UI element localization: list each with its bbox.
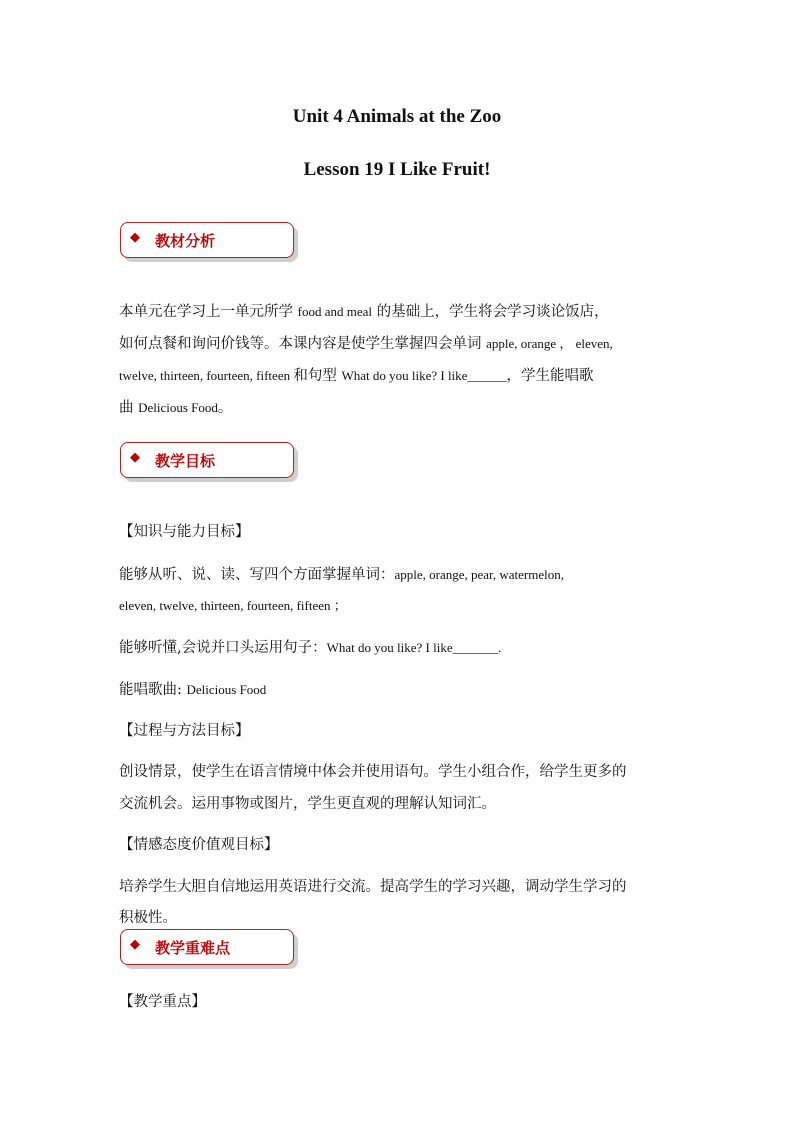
knowledge-heading: 【知识与能力目标】 — [119, 524, 250, 540]
text-en: Delicious Food — [186, 682, 267, 697]
knowledge-song-line — [119, 678, 679, 699]
text-zh: 能够从听、说、读、写四个方面掌握单词： — [119, 567, 395, 583]
text-zh: 能唱歌曲: — [119, 682, 187, 698]
process-heading: 【过程与方法目标】 — [119, 723, 250, 739]
section-label: 教学目标 — [155, 452, 216, 470]
text-en: What do you like? I like_______. — [326, 640, 502, 655]
text-line — [119, 360, 677, 392]
unit-title: Unit 4 Animals at the Zoo — [292, 106, 502, 127]
lesson-title: Lesson 19 I Like Fruit! — [303, 159, 491, 180]
process-line-1: 创设情景，使学生在语言情境中体会并使用语句。学生小组合作，给学生更多的 — [119, 764, 627, 780]
diamond-bullet-icon: ◆ — [130, 230, 140, 245]
knowledge-words-line-2 — [119, 595, 679, 614]
text-zh: ，学生能唱歌 — [506, 368, 594, 384]
section-header-keypoints — [120, 929, 294, 965]
text-zh: 和句型 — [293, 368, 342, 384]
diamond-bullet-icon: ◆ — [130, 450, 140, 465]
text-zh: 如何点餐和询问价钱等。本课内容是使学生掌握四会单词 — [119, 336, 487, 352]
text-en: Delicious Food — [138, 400, 218, 415]
text-en: twelve, thirteen, fourteen, fifteen — [119, 368, 294, 383]
text-line — [119, 296, 677, 328]
text-line — [119, 392, 677, 424]
text-zh: 。 — [217, 400, 233, 416]
section-header-objectives — [120, 442, 294, 478]
text-zh: 曲 — [119, 400, 139, 416]
section-header-analysis — [120, 222, 294, 258]
text-en: eleven, twelve, thirteen, fourteen, fifteen ； — [119, 598, 347, 613]
emotion-line-2: 积极性。 — [119, 910, 177, 926]
emotion-line-1: 培养学生大胆自信地运用英语进行交流。提高学生的学习兴趣，调动学生学习的 — [119, 879, 627, 895]
emotion-heading: 【情感态度价值观目标】 — [119, 837, 279, 853]
text-line — [119, 328, 677, 360]
knowledge-words-line — [119, 563, 679, 584]
diamond-bullet-icon: ◆ — [130, 937, 140, 952]
section-label: 教学重难点 — [155, 939, 231, 957]
process-line-2: 交流机会。运用事物或图片，学生更直观的理解认知词汇。 — [119, 796, 496, 812]
text-en: What do you like? I like______ — [341, 368, 507, 383]
knowledge-sentence-line — [119, 636, 679, 657]
text-zh: 的基础上，学生将会学习谈论饭店， — [371, 304, 609, 320]
analysis-paragraph — [119, 296, 677, 424]
text-zh: 本单元在学习上一单元所学 — [119, 304, 298, 320]
text-en: apple, orange, pear, watermelon, — [394, 567, 564, 582]
text-zh: 能够听懂,会说并口头运用句子： — [119, 640, 327, 656]
text-en: apple, orange ， eleven, — [486, 336, 613, 351]
section-label: 教材分析 — [155, 232, 216, 250]
text-en: food and meal — [297, 304, 372, 319]
keypoints-heading: 【教学重点】 — [119, 994, 206, 1010]
